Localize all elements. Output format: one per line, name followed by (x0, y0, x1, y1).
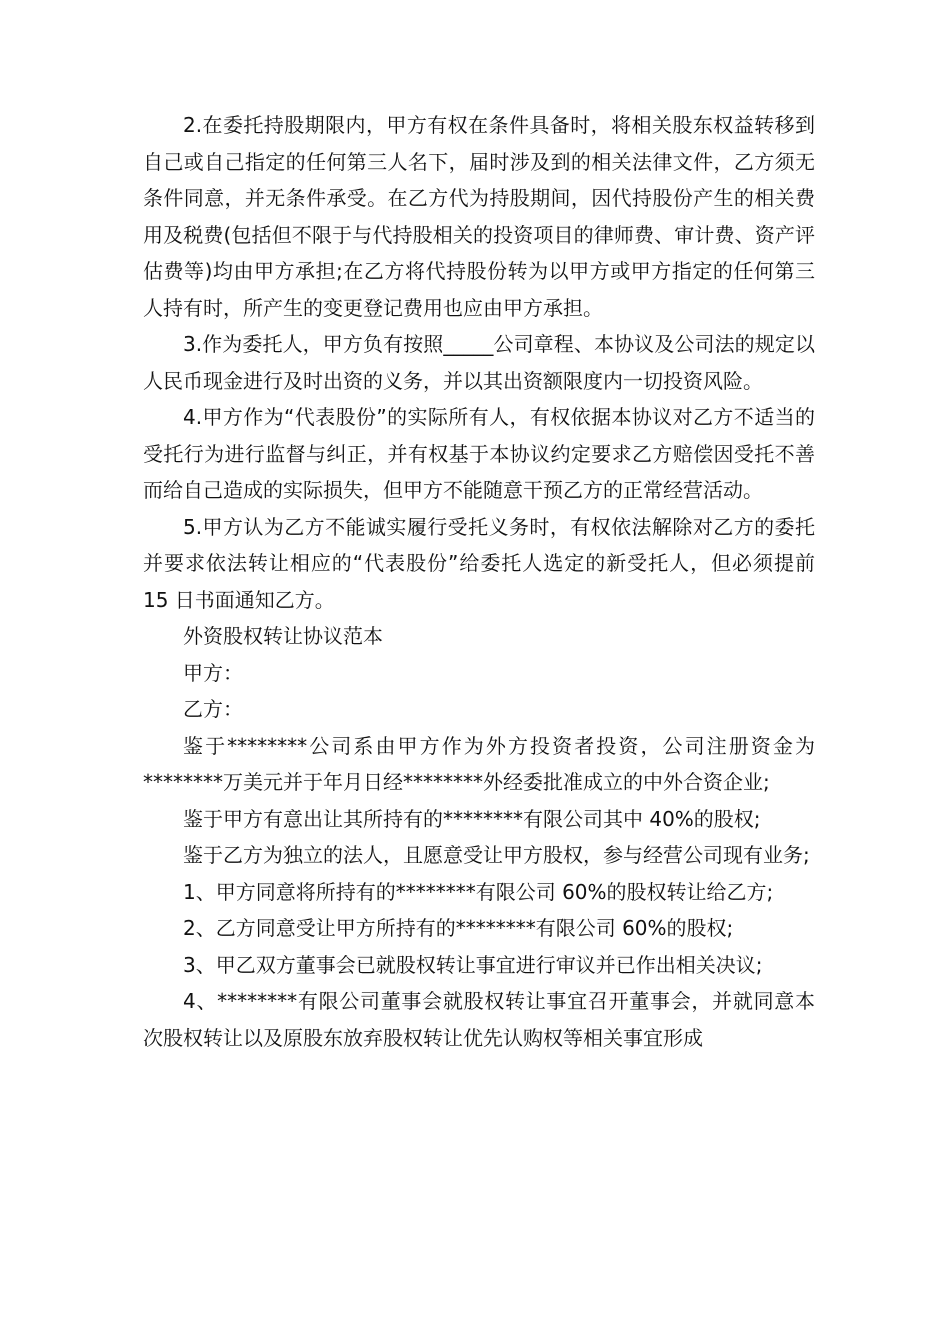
document-body (143, 107, 822, 1056)
recital-3: 鉴于乙方为独立的法人，且愿意受让甲方股权，参与经营公司现有业务; (183, 843, 810, 867)
item-3: 3、甲乙双方董事会已就股权转让事宜进行审议并已作出相关决议; (183, 952, 763, 977)
item-1: 1、甲方同意将所持有的********有限公司 60%的股权转让给乙方; (183, 879, 774, 904)
paragraph-clause-4: 4.甲方作为“代表股份”的实际所有人，有权依据本协议对乙方不适当的受托行为进行监督与纠正，并有权基于本协议约定要求乙方赔偿因受托不善而给自己造成的实际损失，但甲方不能随意干预乙方的正常经营活动。 (143, 405, 815, 502)
paragraph-clause-5: 5.甲方认为乙方不能诚实履行受托义务时，有权依法解除对乙方的委托并要求依法转让相应的“代表股份”给委托人选定的新受托人，但必须提前 15 日书面通知乙方。 (143, 514, 822, 612)
paragraph-clause-2: 2.在委托持股期限内，甲方有权在条件具备时，将相关股东权益转移到自己或自己指定的任何第三人名下，届时涉及到的相关法律文件，乙方须无条件同意，并无条件承受。在乙方代为持股期间，因代持股份产生的相关费用及税费(包括但不限于与代持股相关的投资项目的律师费、审计费、资产评估费等)均由甲方承担;在乙方将代持股份转为以甲方或甲方指定的任何第三人持有时，所产生的变更登记费用也应由甲方承担。 (143, 113, 815, 320)
recital-1: 鉴于********公司系由甲方作为外方投资者投资，公司注册资金为********万美元并于年月日经********外经委批准成立的中外合资企业; (143, 733, 815, 794)
recital-2: 鉴于甲方有意出让其所持有的********有限公司其中 40%的股权; (183, 806, 761, 831)
section-heading: 外资股权转让协议范本 (183, 624, 383, 648)
item-4: 4、********有限公司董事会就股权转让事宜召开董事会，并就同意本次股权转让以及原股东放弃股权转让优先认购权等相关事宜形成 (143, 989, 815, 1050)
item-2: 2、乙方同意受让甲方所持有的********有限公司 60%的股权; (183, 916, 734, 940)
paragraph-clause-3: 3.作为委托人，甲方负有按照_____公司章程、本协议及公司法的规定以人民币现金进行及时出资的义务，并以其出资额限度内一切投资风险。 (143, 332, 815, 393)
party-b-line: 乙方： (183, 697, 243, 721)
party-a-line: 甲方： (183, 660, 243, 685)
